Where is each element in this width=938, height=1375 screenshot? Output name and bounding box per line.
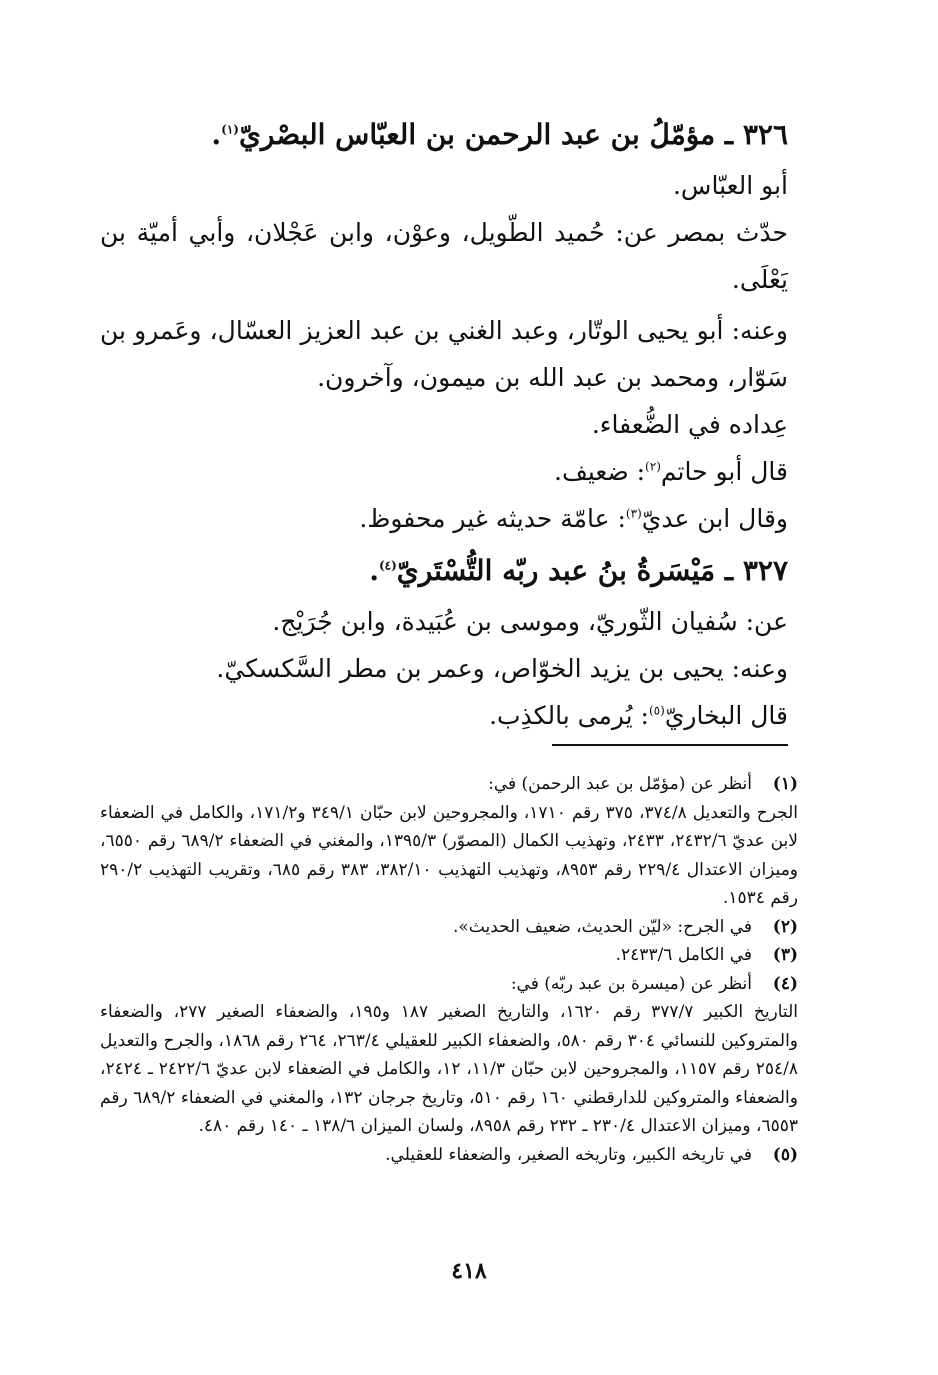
kunya-line: أبو العبّاس. [672, 171, 788, 200]
footnote-ref: (٤) [378, 558, 397, 573]
quote-speaker: وقال ابن عديّ [641, 504, 788, 533]
narrators-line: وعنه: أبو يحيى الوتّار، وعبد الغني بن عبد العزيز العسّال، وعَمرو بن سَوّار، ومحمد بن عبد الله بن ميمون، وآخرون. [100, 316, 788, 392]
footnote-head: أنظر عن (ميسرة بن عبد ربّه) في: [510, 973, 752, 994]
page-number: ٤١٨ [451, 1258, 487, 1284]
entry-title-end: . [369, 554, 379, 587]
entry-title-text: ٣٢٦ ـ مؤمّلُ بن عبد الرحمن بن العبّاس البصْريّ [238, 118, 788, 151]
footnote-number: (٢) [772, 916, 798, 937]
narrated-from-line: عن: سُفيان الثّوريّ، وموسى بن عُبَيدة، وابن جُرَيْج. [272, 607, 788, 636]
footnote-number: (٣) [772, 945, 798, 965]
footnote-head-row [100, 913, 798, 942]
footnote-body: الجرح والتعديل ٣٧٤/٨، ٣٧٥ رقم ١٧١٠، والمجروحين لابن حبّان ٣٤٩/١ و١٧١/٢، والكامل في الضعفاء لابن عديّ ٢٤٣٢/٦، ٢٤٣٣، وتهذيب الكمال (المصوّر) ١٣٩٥/٣، والمغني في الضعفاء ٦٨٩/٢ رقم ٦٥٥٠، وميزان الاعتدال ٢٢٩/٤ رقم ٨٩٥٣، وتهذيب التهذيب ٣٨٢/١٠، ٣٨٣ رقم ٦٨٥، وتقريب التهذيب ٢٩٠/٢ رقم ١٥٣٤. [100, 802, 799, 908]
footnotes [100, 770, 798, 1169]
footnote-4 [100, 970, 798, 1141]
main-text [100, 110, 788, 739]
footnote-ref: (٣) [625, 506, 642, 521]
footnote-head-row [100, 770, 798, 799]
footnote-2 [100, 913, 798, 942]
quote-speaker: قال البخاريّ [664, 701, 788, 730]
quote-line [100, 692, 788, 739]
footnote-divider [552, 744, 788, 746]
footnote-number: (٤) [772, 973, 798, 994]
footnote-head: في تاريخه الكبير، وتاريخه الصغير، والضعفاء للعقيلي. [385, 1144, 752, 1165]
footnote-3 [100, 941, 798, 970]
narrators-line: وعنه: يحيى بن يزيد الخوّاص، وعمر بن مطر السَّكسكيّ. [216, 654, 788, 683]
narrated-from-line: حدّث بمصر عن: حُميد الطّويل، وعوْن، وابن عَجْلان، وأبي أميّة بن يَعْلَى. [100, 218, 788, 294]
footnote-5 [100, 1141, 798, 1170]
footnote-ref: (١) [221, 122, 239, 137]
entry-title-text: ٣٢٧ ـ مَيْسَرةُ بنُ عبد ربّه التُّسْتَريّ [396, 554, 788, 587]
footnote-number: (١) [772, 774, 798, 794]
entry-title-end: . [211, 118, 222, 151]
footnote-head-row [100, 1141, 798, 1170]
footnote-head-row [100, 970, 798, 999]
footnote-head: في الكامل ٢٤٣٣/٦. [615, 945, 752, 965]
entry-title-327 [100, 546, 788, 596]
footnote-head-row [100, 941, 798, 970]
footnote-number: (٥) [772, 1144, 798, 1165]
entry-title-326 [100, 110, 788, 160]
footnote-1 [100, 770, 798, 913]
footnote-body: التاريخ الكبير ٣٧٧/٧ رقم ١٦٢٠، والتاريخ الصغير ١٨٧ و١٩٥، والضعفاء الصغير ٢٧٧، والضعفاء والمتروكين للنسائي ٣٠٤ رقم ٥٨٠، والضعفاء الكبير للعقيلي ٢٦٣/٤، ٢٦٤ رقم ١٨٦٨، والجرح والتعديل ٢٥٤/٨ رقم ١١٥٧، والمجروحين لابن حبّان ١١/٣، ١٢، والكامل في الضعفاء لابن عديّ ٢٤٢٢/٦ ـ ٢٤٢٤، والضعفاء والمتروكين للدارقطني ١٦٠ رقم ٥١٠، وتاريخ جرجان ١٣٢، والمغني في الضعفاء ٦٨٩/٢ رقم ٦٥٥٣، وميزان الاعتدال ٢٣٠/٤ ـ ٢٣٢ رقم ٨٩٥٨، ولسان الميزان ١٣٨/٦ ـ ١٤٠ رقم ٤٨٠. [100, 1002, 799, 1136]
footnote-ref: (٥) [648, 703, 665, 718]
quote-speaker: قال أبو حاتم [660, 457, 788, 486]
quote-text: : عامّة حديثه غير محفوظ. [359, 504, 626, 533]
quote-text: : ضعيف. [554, 457, 646, 486]
footnote-ref: (٢) [645, 459, 661, 474]
footnote-head: في الجرح: «ليّن الحديث، ضعيف الحديث». [452, 916, 752, 937]
quote-text: : يُرمى بالكذِب. [489, 701, 649, 730]
footnote-head: أنظر عن (مؤمّل بن عبد الرحمن) في: [488, 774, 752, 794]
classification-line: عِداده في الضُّعفاء. [591, 410, 788, 439]
quote-line [100, 448, 788, 495]
quote-line [100, 495, 788, 542]
